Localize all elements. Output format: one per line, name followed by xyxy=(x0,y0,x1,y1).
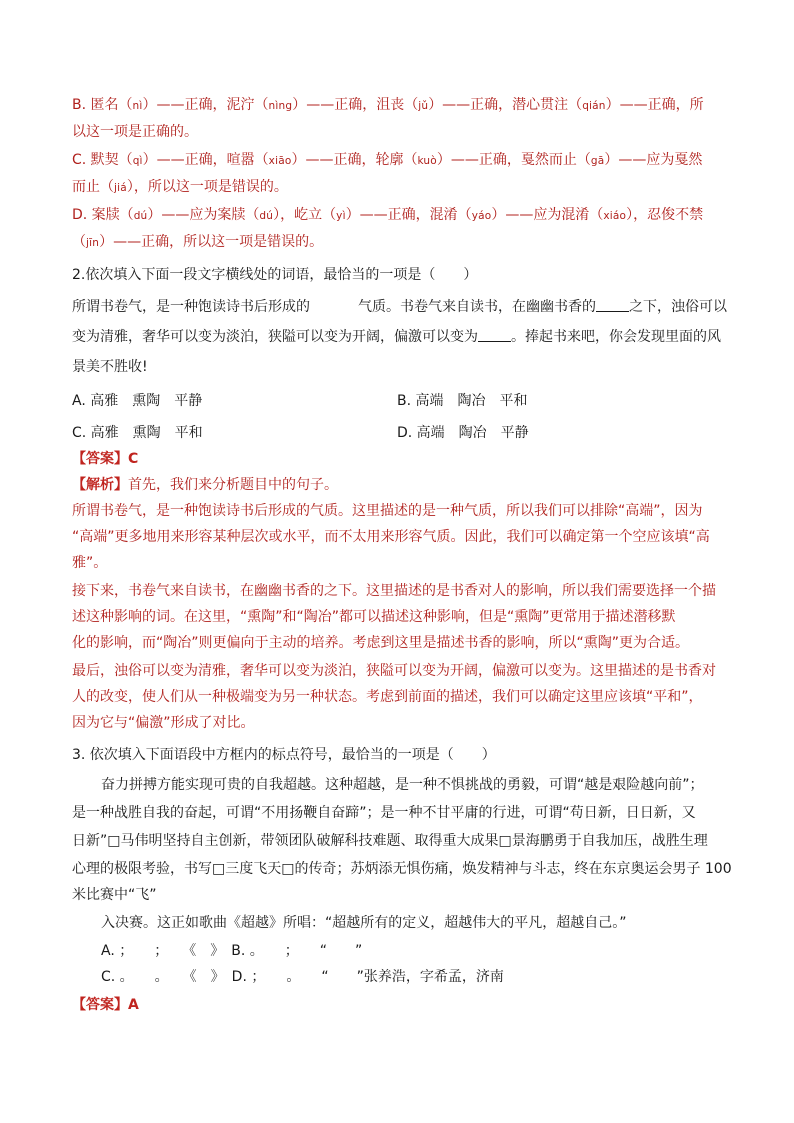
answer-value: C xyxy=(128,451,139,467)
q3-passage-line1: 奋力拼搏方能实现可贵的自我超越。这种超越，是一种不惧挑战的勇毅，可谓“越是艰险越向前”； xyxy=(101,777,704,793)
pinyin: yì xyxy=(336,210,346,222)
pinyin: qì xyxy=(132,155,143,167)
text: ）——正确，轮廓（ xyxy=(291,152,418,168)
q3-options-ab[interactable]: A. ； ； 《 》 B. 。 ； “ ” xyxy=(101,943,363,959)
q2-stem: 2.依次填入下面一段文字横线处的词语，最恰当的一项是（ ） xyxy=(72,267,478,283)
text: D. 案牍（ xyxy=(72,207,134,223)
q3-passage-line3: 日新”□马伟明坚持自主创新，带领团队破解科技难题、取得重大成果□景海鹏勇于自我加压，战胜生理 xyxy=(72,833,708,849)
text: ），屹立（ xyxy=(273,207,337,223)
answer-label: 【答案】 xyxy=(72,997,128,1013)
q3-passage-line6: 入决赛。这正如歌曲《超越》所唱：“超越所有的定义，超越伟大的平凡，超越自己。” xyxy=(101,915,627,931)
q2-analysis-header xyxy=(72,474,338,496)
q2-option-c[interactable]: C. 高雅 熏陶 平和 xyxy=(72,425,203,441)
text: 而止（ xyxy=(72,179,114,195)
q2-analysis-line2: “高端”更多地用来形容某种层次或水平，而不太用来形容气质。因此，我们可以确定第一个空应该填“高 xyxy=(72,529,710,545)
text: ）——正确，泥泞（ xyxy=(142,97,269,113)
pinyin: qián xyxy=(582,100,606,112)
text: 。捧起书来吧，你会发现里面的风 xyxy=(511,329,721,345)
explain-option-d-line2 xyxy=(72,231,323,254)
text: ）——应为混淆（ xyxy=(491,207,604,223)
text: 以这一项是正确的。 xyxy=(72,124,198,140)
q2-option-d[interactable]: D. 高端 陶冶 平静 xyxy=(397,425,529,441)
text: ），所以这一项是错误的。 xyxy=(126,179,288,195)
pinyin: xiāo xyxy=(268,155,292,167)
q2-analysis-line6: 化的影响，而“陶冶”则更偏向于主动的培养。考虑到这里是描述书香的影响，所以“熏陶”更为合适。 xyxy=(72,635,690,651)
pinyin: dú xyxy=(259,210,274,222)
explain-option-c-line1 xyxy=(72,149,702,172)
text: ）——正确，所 xyxy=(605,97,704,113)
pinyin: gā xyxy=(590,155,605,167)
q2-analysis-line1: 所谓书卷气，是一种饱读诗书后形成的气质。这里描述的是一种气质，所以我们可以排除“高端”，因为 xyxy=(72,503,703,519)
answer-value: A xyxy=(128,997,139,1013)
q2-passage-line3: 景美不胜收! xyxy=(72,359,148,375)
q3-answer xyxy=(72,994,139,1016)
text: 气质。书卷气来自读书，在幽幽书香的 xyxy=(358,299,596,315)
pinyin: jiá xyxy=(114,182,127,194)
text: ）——应为案牍（ xyxy=(147,207,260,223)
explain-option-d-line1 xyxy=(72,204,703,227)
fill-blank xyxy=(596,298,629,312)
answer-label: 【答案】 xyxy=(72,451,128,467)
q3-options-cd[interactable]: C. 。 。 《 》 D. ； 。 “ ”张养浩，字希孟，济南 xyxy=(101,969,504,985)
text: ）——应为戛然 xyxy=(604,152,703,168)
q3-passage-line4: 心理的极限考验，书写□三度飞天□的传奇；苏炳添无惧伤痛，焕发精神与斗志，终在东京奥运会男子 100 xyxy=(72,861,732,877)
q2-analysis-line9: 因为它与“偏激”形成了对比。 xyxy=(72,715,255,731)
analysis-intro: 首先，我们来分析题目中的句子。 xyxy=(128,477,338,493)
pinyin: jǔ xyxy=(418,100,429,112)
text: ）——正确，混淆（ xyxy=(345,207,472,223)
q2-analysis-line4: 接下来，书卷气来自读书，在幽幽书香的之下。这里描述的是书香对人的影响，所以我们需要选择一个描 xyxy=(72,583,716,599)
pinyin: dú xyxy=(133,210,148,222)
q2-passage-line1 xyxy=(72,296,727,318)
text: 变为清雅，奢华可以变为淡泊，狭隘可以变为开阔，偏激可以变为 xyxy=(72,329,478,345)
fill-blank xyxy=(478,328,511,342)
q2-option-a[interactable]: A. 高雅 熏陶 平静 xyxy=(72,393,203,409)
q2-analysis-line7: 最后，浊俗可以变为清雅，奢华可以变为淡泊，狭隘可以变为开阔，偏激可以变为。这里描述的是书香对 xyxy=(72,663,716,679)
analysis-label: 【解析】 xyxy=(72,477,128,493)
q2-passage-line2 xyxy=(72,326,721,348)
text: （ xyxy=(72,234,86,250)
text: 之下，浊俗可以 xyxy=(629,299,727,315)
q2-analysis-line5: 述这种影响的词。在这里，“熏陶”和“陶冶”都可以描述这种影响，但是“熏陶”更常用于描述潜移默 xyxy=(72,609,676,625)
text: 所谓书卷气，是一种饱读诗书后形成的 xyxy=(72,299,310,315)
text: ），忍俊不禁 xyxy=(626,207,704,223)
explain-option-b-line2 xyxy=(72,121,198,143)
q3-passage-line5: 米比赛中“飞” xyxy=(72,887,157,903)
text: ）——正确，潜心贯注（ xyxy=(428,97,583,113)
q3-stem: 3. 依次填入下面语段中方框内的标点符号，最恰当的一项是（ ） xyxy=(72,747,496,763)
pinyin: yáo xyxy=(471,210,492,222)
text: ）——正确，所以这一项是错误的。 xyxy=(99,234,324,250)
explain-option-b-line1 xyxy=(72,94,704,117)
text: B. 匿名（ xyxy=(72,97,133,113)
pinyin: xiáo xyxy=(603,210,627,222)
q2-analysis-line3: 雅”。 xyxy=(72,555,108,571)
pinyin: jīn xyxy=(86,237,100,249)
text: ）——正确，戛然而止（ xyxy=(436,152,591,168)
q2-answer xyxy=(72,448,138,470)
text: C. 默契（ xyxy=(72,152,133,168)
pinyin: nìng xyxy=(268,100,293,112)
pinyin: nì xyxy=(132,100,143,112)
q3-passage-line2: 是一种战胜自我的奋起，可谓“不用扬鞭自奋蹄”；是一种不甘平庸的行进，可谓“苟日新，日日新，又 xyxy=(72,805,696,821)
text: ）——正确，沮丧（ xyxy=(292,97,419,113)
pinyin: kuò xyxy=(417,155,437,167)
q2-option-b[interactable]: B. 高端 陶冶 平和 xyxy=(397,393,528,409)
q2-analysis-line8: 人的改变，使人们从一种极端变为另一种状态。考虑到前面的描述，我们可以确定这里应该填“平和”， xyxy=(72,689,703,705)
explain-option-c-line2 xyxy=(72,176,288,199)
text: ）——正确，喧嚣（ xyxy=(142,152,269,168)
